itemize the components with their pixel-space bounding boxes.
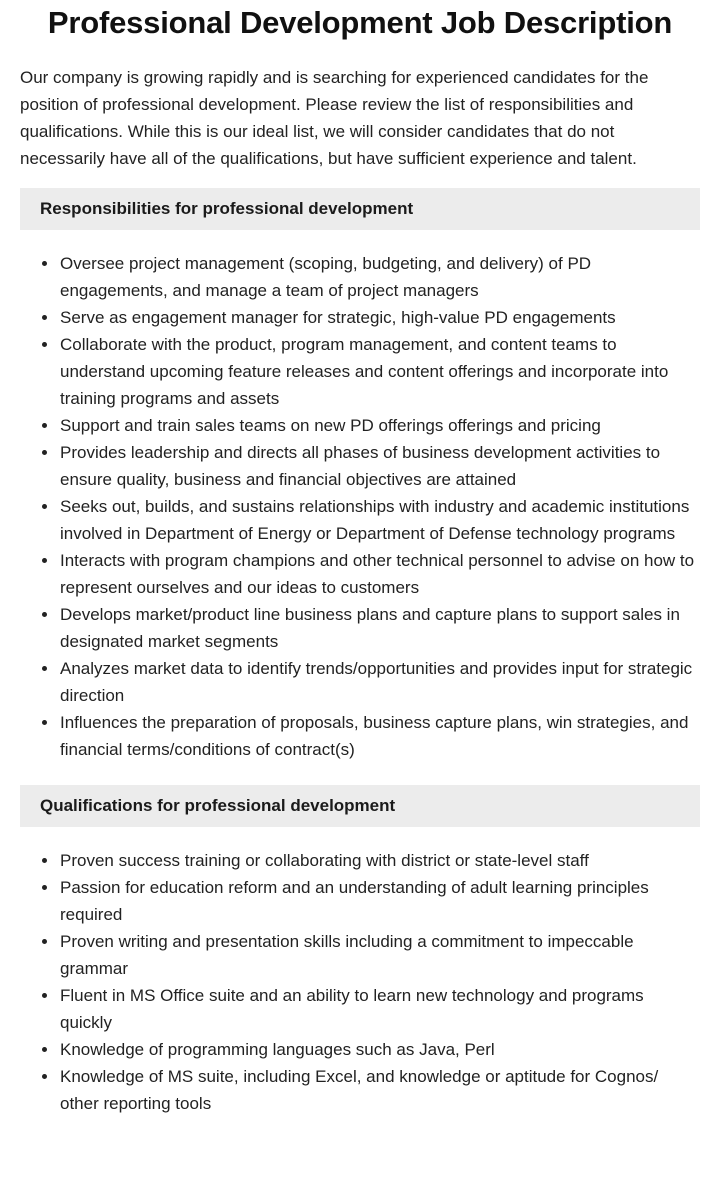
qualifications-heading: Qualifications for professional development <box>20 785 700 827</box>
responsibilities-list <box>20 250 700 763</box>
list-item: Provides leadership and directs all phases of business development activities to ensure quality, business and financial objectives are attained <box>60 439 700 493</box>
list-item: Knowledge of MS suite, including Excel, and knowledge or aptitude for Cognos/ other reporting tools <box>60 1063 700 1117</box>
intro-paragraph: Our company is growing rapidly and is searching for experienced candidates for the position of professional development. Please review the list of responsibilities and qualifications. While this is our ideal list, we will consider candidates that do not necessarily have all of the qualifications, but have sufficient experience and talent. <box>20 68 649 168</box>
list-item: Seeks out, builds, and sustains relationships with industry and academic institutions involved in Department of Energy or Department of Defense technology programs <box>60 493 700 547</box>
list-item: Oversee project management (scoping, budgeting, and delivery) of PD engagements, and manage a team of project managers <box>60 250 700 304</box>
list-item: Influences the preparation of proposals, business capture plans, win strategies, and financial terms/conditions of contract(s) <box>60 709 700 763</box>
page-title: Professional Development Job Description <box>47 5 673 40</box>
list-item: Analyzes market data to identify trends/opportunities and provides input for strategic direction <box>60 655 700 709</box>
qualifications-list <box>20 847 700 1117</box>
list-item: Proven writing and presentation skills including a commitment to impeccable grammar <box>60 928 700 982</box>
list-item: Fluent in MS Office suite and an ability to learn new technology and programs quickly <box>60 982 700 1036</box>
list-item: Interacts with program champions and other technical personnel to advise on how to represent ourselves and our ideas to customers <box>60 547 700 601</box>
list-item: Support and train sales teams on new PD offerings offerings and pricing <box>60 412 700 439</box>
list-item: Knowledge of programming languages such as Java, Perl <box>60 1036 700 1063</box>
list-item: Develops market/product line business plans and capture plans to support sales in designated market segments <box>60 601 700 655</box>
list-item: Collaborate with the product, program management, and content teams to understand upcoming feature releases and content offerings and incorporate into training programs and assets <box>60 331 700 412</box>
list-item: Proven success training or collaborating with district or state-level staff <box>60 847 700 874</box>
list-item: Passion for education reform and an understanding of adult learning principles required <box>60 874 700 928</box>
responsibilities-heading: Responsibilities for professional development <box>20 188 700 230</box>
list-item: Serve as engagement manager for strategic, high-value PD engagements <box>60 304 700 331</box>
